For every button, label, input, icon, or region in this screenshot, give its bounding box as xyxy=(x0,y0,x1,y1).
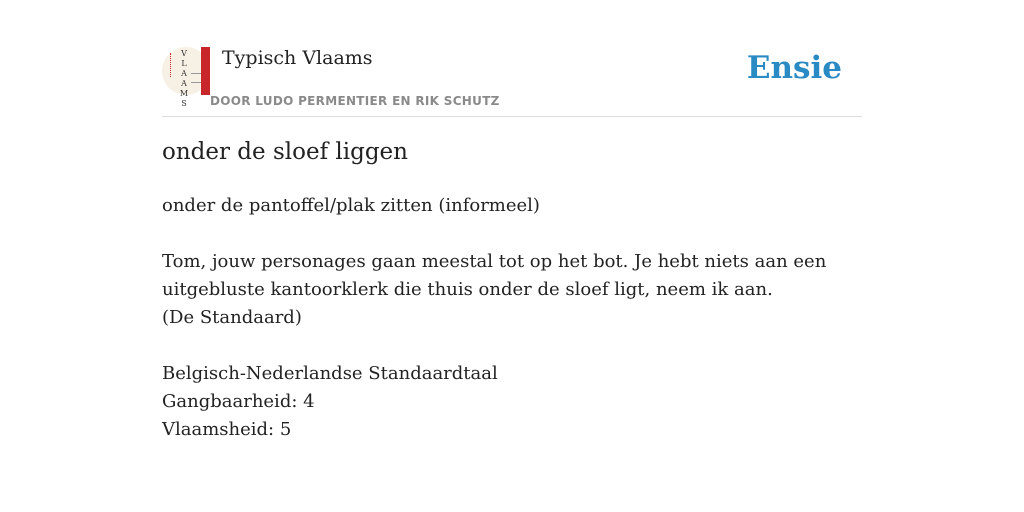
entry-language: Belgisch-Nederlandse Standaardtaal xyxy=(162,363,498,384)
logo-letters: V L A A M S xyxy=(179,49,189,108)
logo-dotted-line xyxy=(170,53,173,77)
author-byline: DOOR LUDO PERMENTIER EN RIK SCHUTZ xyxy=(210,94,500,108)
spacer xyxy=(162,220,842,248)
entry-headword: onder de sloef liggen xyxy=(162,139,408,165)
entry-vlaamsheid: Vlaamsheid: 5 xyxy=(162,419,292,440)
blog-header xyxy=(162,44,862,117)
entry-definition: onder de pantoffel/plak zitten (informeel) xyxy=(162,195,540,216)
example-line-1: Tom, jouw personages gaan meestal tot op het bot. Je hebt niets aan een xyxy=(162,251,827,272)
entry-gangbaarheid: Gangbaarheid: 4 xyxy=(162,391,315,412)
spacer xyxy=(162,332,842,360)
example-line-2: uitgebluste kantoorklerk die thuis onder de sloef ligt, neem ik aan. xyxy=(162,279,773,300)
blog-logo[interactable] xyxy=(162,47,210,108)
example-source: (De Standaard) xyxy=(162,307,302,328)
blog-title-link[interactable]: Typisch Vlaams xyxy=(222,47,373,69)
ensie-brand-link[interactable]: Ensie xyxy=(746,50,842,86)
logo-lines xyxy=(191,73,201,83)
logo-red-stripe xyxy=(201,47,210,95)
entry-body xyxy=(162,192,842,444)
